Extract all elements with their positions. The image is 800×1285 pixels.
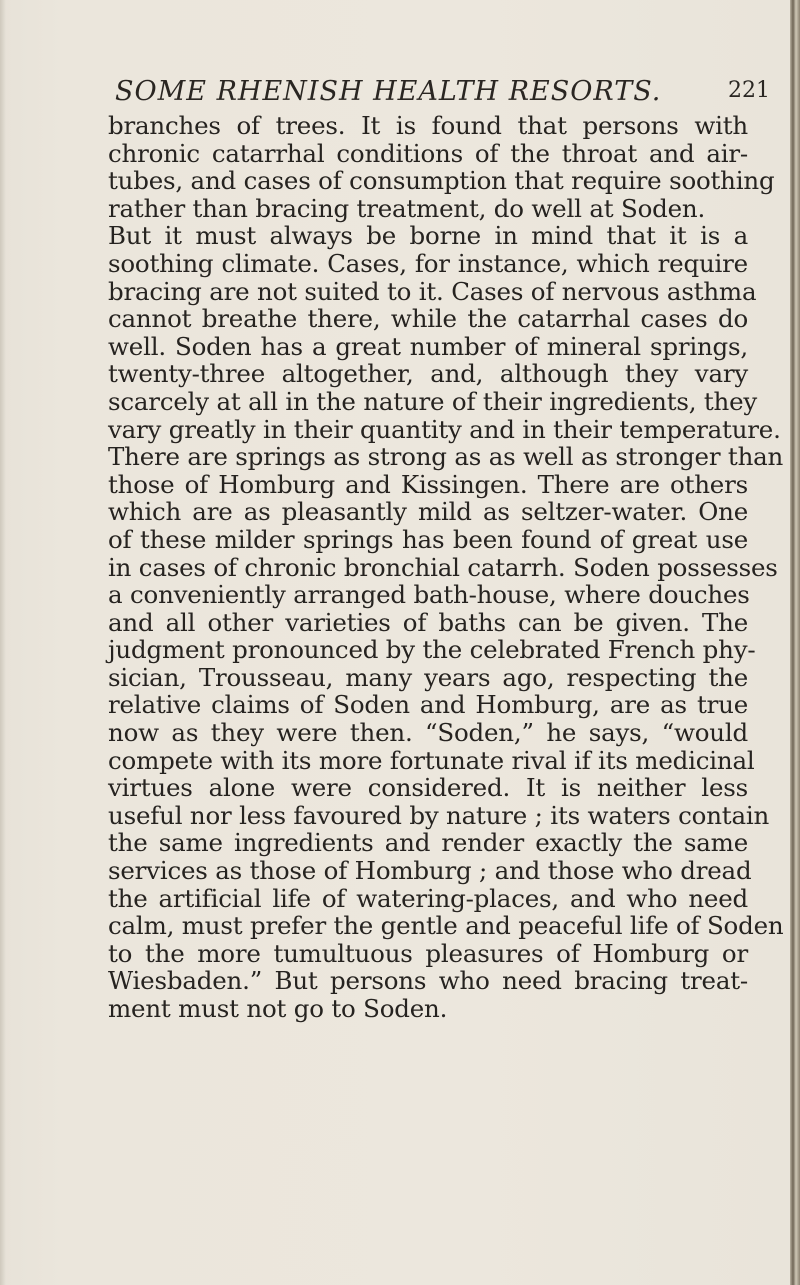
text-line: calm, must prefer the gentle and peaceful life of Soden bbox=[108, 911, 784, 941]
text-line: vary greatly in their quantity and in their temperature. bbox=[108, 414, 781, 444]
text-line: useful nor less favoured by nature ; its waters contain bbox=[108, 800, 770, 830]
text-line: services as those of Homburg ; and those who dread bbox=[108, 856, 752, 886]
text-line: bracing are not suited to it. Cases of nervous asthma bbox=[108, 276, 757, 306]
text-line: But it must always be borne in mind that it is a bbox=[108, 221, 748, 251]
page-binding-edge bbox=[790, 0, 800, 1285]
text-line: a conveniently arranged bath-house, where douches bbox=[108, 580, 750, 610]
text-line: There are springs as strong as as well as stronger than bbox=[108, 442, 784, 472]
text-line: to the more tumultuous pleasures of Homburg or bbox=[108, 938, 748, 968]
body-text bbox=[108, 111, 784, 1023]
text-line: now as they were then. “Soden,” he says, “would bbox=[108, 718, 748, 748]
text-line: well. Soden has a great number of mineral springs, bbox=[108, 331, 748, 361]
text-line: judgment pronounced by the celebrated French phy- bbox=[108, 635, 756, 665]
text-line: tubes, and cases of consumption that require soothing bbox=[108, 166, 775, 196]
text-line: virtues alone were considered. It is neither less bbox=[108, 773, 748, 803]
text-line: scarcely at all in the nature of their ingredients, they bbox=[108, 386, 758, 416]
text-line: compete with its more fortunate rival if its medicinal bbox=[108, 745, 755, 775]
text-line: cannot breathe there, while the catarrhal cases do bbox=[108, 304, 748, 334]
text-line: branches of trees. It is found that persons with bbox=[108, 111, 748, 140]
text-line: those of Homburg and Kissingen. There are others bbox=[108, 469, 748, 499]
text-line: in cases of chronic bronchial catarrh. Soden possesses bbox=[108, 552, 778, 582]
text-line: relative claims of Soden and Homburg, are as true bbox=[108, 690, 748, 720]
text-line: which are as pleasantly mild as seltzer-water. One bbox=[108, 497, 748, 527]
text-line: Wiesbaden.” But persons who need bracing treat- bbox=[108, 966, 748, 996]
running-head bbox=[115, 76, 775, 116]
text-line: the artificial life of watering-places, and who need bbox=[108, 883, 748, 913]
text-line: rather than bracing treatment, do well at Soden. bbox=[108, 193, 706, 223]
text-line: and all other varieties of baths can be given. The bbox=[108, 607, 748, 637]
text-line: soothing climate. Cases, for instance, which require bbox=[108, 248, 748, 278]
page-number: 221 bbox=[728, 78, 770, 103]
text-line: of these milder springs has been found of great use bbox=[108, 524, 748, 554]
running-title: SOME RHENISH HEALTH RESORTS. bbox=[115, 76, 662, 107]
text-line: chronic catarrhal conditions of the throat and air- bbox=[108, 138, 748, 168]
text-line: twenty-three altogether, and, although they vary bbox=[108, 359, 748, 389]
text-line: sician, Trousseau, many years ago, respecting the bbox=[108, 662, 748, 692]
page-shadow bbox=[0, 0, 6, 1285]
text-line: the same ingredients and render exactly the same bbox=[108, 828, 748, 858]
text-line: ment must not go to Soden. bbox=[108, 994, 448, 1023]
